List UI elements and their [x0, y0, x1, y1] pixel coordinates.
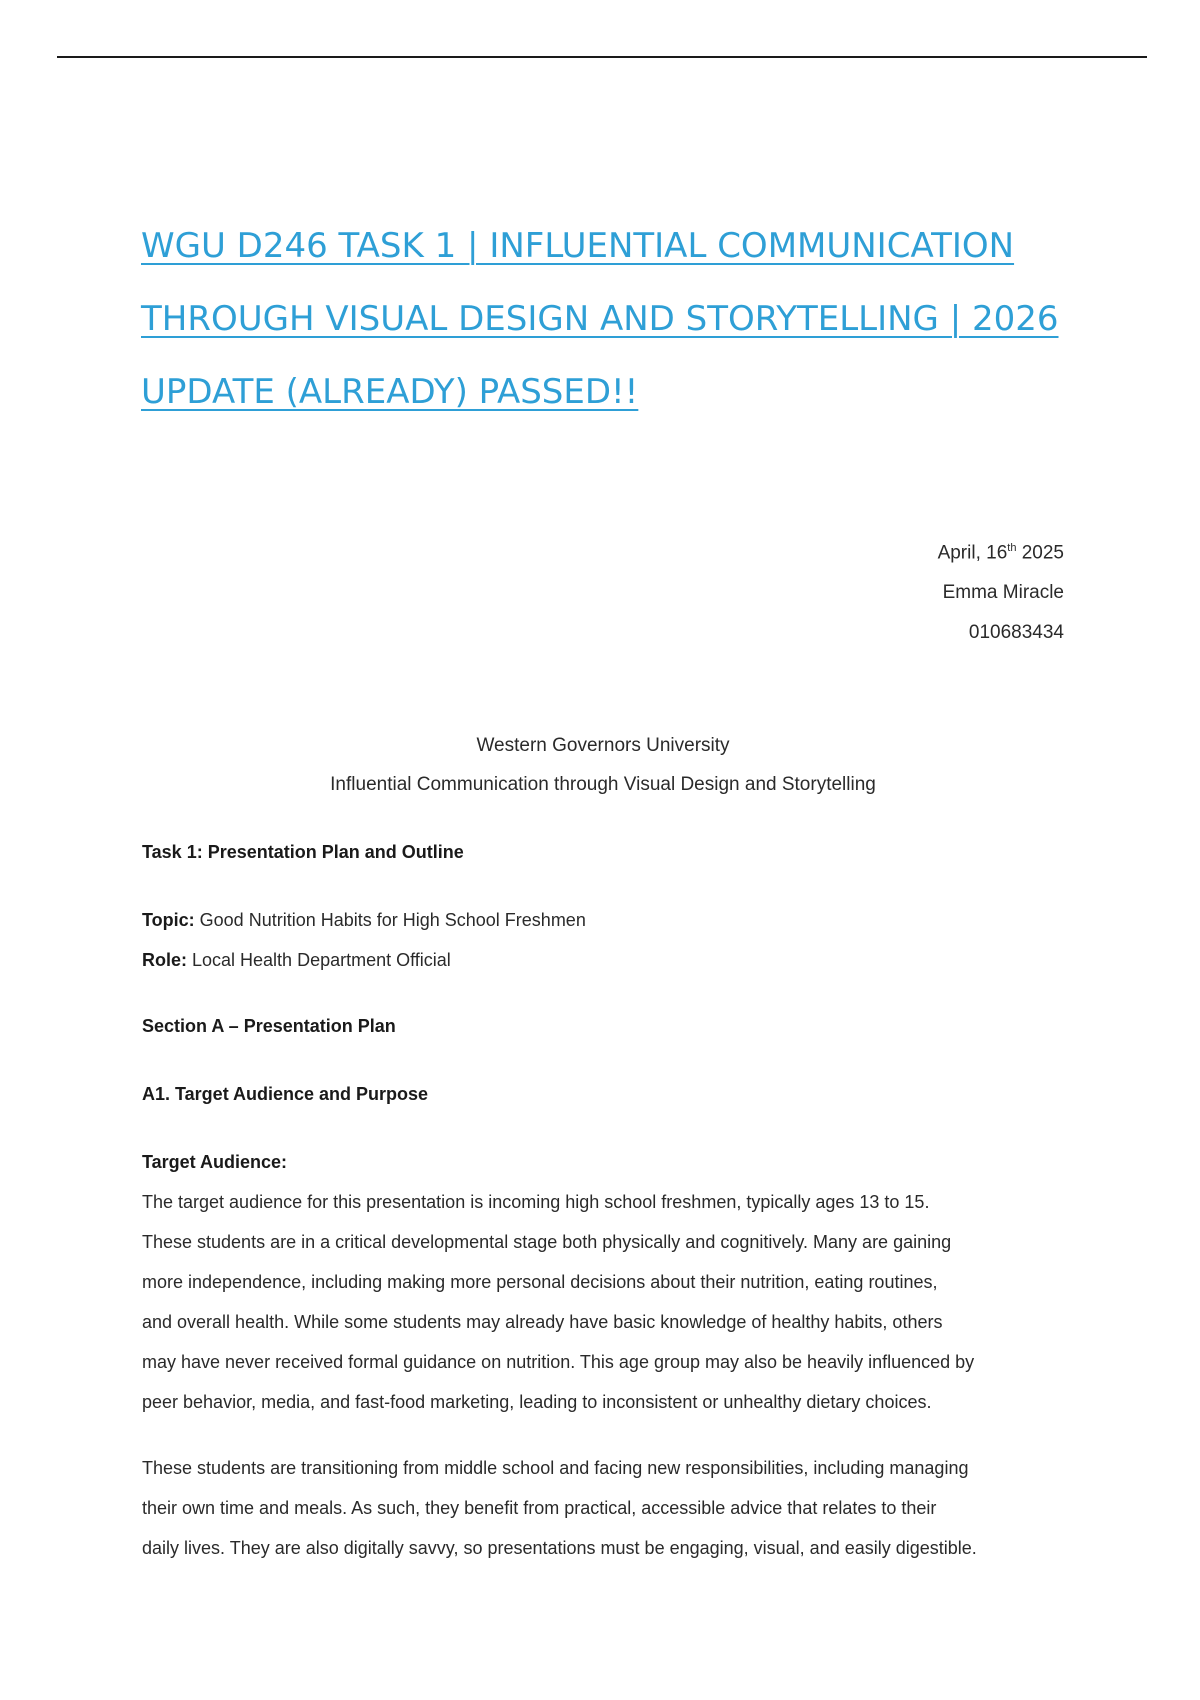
- course-name: Influential Communication through Visual Design and Storytelling: [330, 774, 876, 795]
- a1-heading: A1. Target Audience and Purpose: [142, 1084, 429, 1104]
- paragraph-audience-description: [142, 1182, 1082, 1422]
- author-name: Emma Miracle: [942, 582, 1064, 604]
- topic-value: Good Nutrition Habits for High School Freshmen: [194, 910, 586, 930]
- institution-block: [0, 726, 1200, 804]
- section-a-heading: Section A – Presentation Plan: [142, 1016, 396, 1036]
- paragraph-line: more independence, including making more personal decisions about their nutrition, eating routines,: [142, 1272, 938, 1292]
- paragraph-line: These students are transitioning from middle school and facing new responsibilities, including managing: [142, 1458, 969, 1478]
- paragraph-line: daily lives. They are also digitally savvy, so presentations must be engaging, visual, and easily digestible.: [142, 1538, 977, 1558]
- paragraph-line: These students are in a critical developmental stage both physically and cognitively. Many are gaining: [142, 1232, 952, 1252]
- title-line-3[interactable]: UPDATE (ALREADY) PASSED!!: [141, 372, 639, 412]
- title-line-2[interactable]: THROUGH VISUAL DESIGN AND STORYTELLING | 2026: [141, 299, 1059, 339]
- role-value: Local Health Department Official: [187, 950, 451, 970]
- target-audience-heading: Target Audience:: [142, 1152, 288, 1172]
- student-id: 010683434: [968, 622, 1064, 644]
- title-line-1[interactable]: WGU D246 TASK 1 | INFLUENTIAL COMMUNICATION: [141, 226, 1015, 266]
- submission-date: April, 16th 2025: [937, 542, 1064, 564]
- document-title[interactable]: [141, 210, 1121, 429]
- submission-meta: [938, 528, 1064, 653]
- paragraph-line: The target audience for this presentation is incoming high school freshmen, typically ages 13 to 15.: [142, 1192, 930, 1212]
- paragraph-line: peer behavior, media, and fast-food marketing, leading to inconsistent or unhealthy dietary choices.: [142, 1392, 932, 1412]
- institution-name: Western Governors University: [476, 735, 730, 756]
- role-line: [142, 940, 451, 980]
- task-heading: Task 1: Presentation Plan and Outline: [142, 842, 464, 862]
- paragraph-line: may have never received formal guidance on nutrition. This age group may also be heavily influenced by: [142, 1352, 975, 1372]
- paragraph-line: and overall health. While some students may already have basic knowledge of healthy habits, others: [142, 1312, 943, 1332]
- header-rule: [57, 56, 1147, 58]
- paragraph-line: their own time and meals. As such, they benefit from practical, accessible advice that relates to their: [142, 1498, 937, 1518]
- topic-line: [142, 900, 586, 940]
- paragraph-audience-transition: [142, 1448, 1082, 1568]
- topic-label: Topic:: [142, 910, 195, 930]
- role-label: Role:: [142, 950, 187, 970]
